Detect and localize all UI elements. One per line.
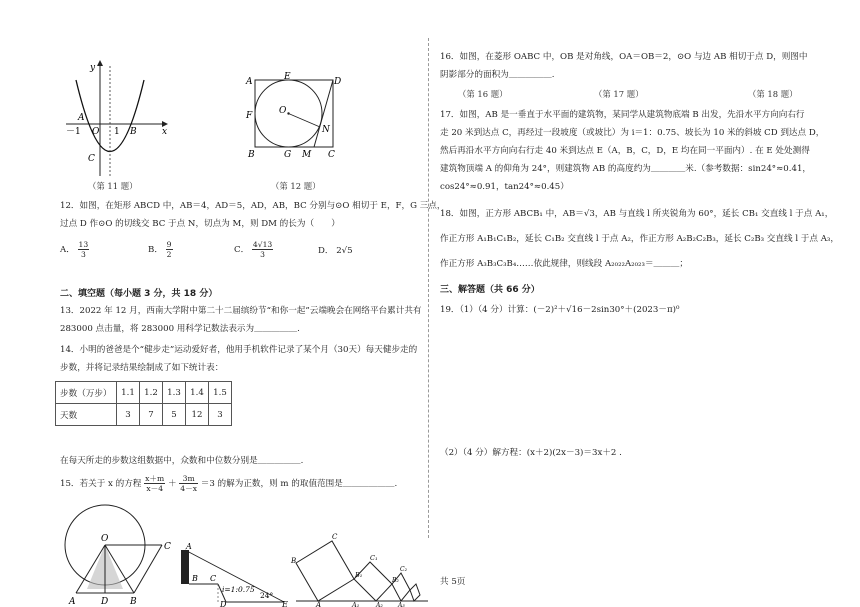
q18-line-2: 作正方形 A₁B₁C₁B₂，延长 C₁B₂ 交直线 l 于点 A₂，作正方形 A₂B₂C₂B₃，延长 C₂B₃ 交直线 l 于点 A₃，	[440, 234, 839, 244]
fig11-label-a: A	[78, 113, 85, 123]
fig17-label-angle: 24°	[260, 591, 274, 600]
q17-line-3: 然后再沿水平方向向右行走 40 米到达点 E（A，B，C，D，E 均在同一平面内）. 在 E 处处测得	[440, 146, 810, 156]
section-3-heading: 三、解答题（共 66 分）	[440, 285, 540, 295]
fig12-label-c: C	[328, 150, 335, 160]
q14-table-header-steps: 步数（万步）	[56, 382, 117, 404]
fig12-label-m: M	[302, 150, 312, 160]
q17-line-1: 17．如图，AB 是一垂直于水平面的建筑物，某同学从建筑物底端 B 出发，先沿水平方向向右行	[440, 110, 805, 120]
q14-table-cell: 1.2	[140, 382, 163, 404]
q12-option-c-den: 3	[260, 250, 265, 259]
q12-option-b-num: 9	[166, 240, 172, 249]
q18-line-3: 作正方形 A₃B₃C₃B₄……依此规律，则线段 A₂₀₂₂A₂₀₂₃＝＿＿＿；	[440, 259, 688, 269]
q14-table-cell: 1.4	[186, 382, 209, 404]
figure-17-building-slope	[176, 540, 296, 607]
fig18-label-b1: B₁	[355, 571, 363, 579]
fig12-label-e: E	[284, 72, 291, 82]
q17-line-2: 走 20 米到达点 C，再经过一段坡度（或坡比）为 i＝1：0.75、坡长为 10 米的斜坡 CD 到达点 D，	[440, 128, 825, 138]
q12-option-d	[318, 244, 353, 256]
fig18-label-a2: A₂	[376, 602, 383, 607]
q16-line-2: 阴影部分的面积为＿＿＿＿＿.	[440, 70, 555, 80]
q12-option-d-value: 2√5	[336, 246, 353, 256]
q15-fraction-1-den: x－4	[146, 484, 164, 493]
fig17-label-c: C	[210, 574, 217, 583]
q15-prefix: 15．若关于 x 的方程	[60, 479, 142, 489]
fig11-label-neg-one: －1	[66, 127, 81, 137]
figure-12-rectangle-circle	[242, 72, 342, 162]
fig17-label-a: A	[186, 542, 192, 551]
q12-option-a-den: 3	[80, 250, 86, 259]
fig18-label-c1: C₁	[370, 554, 378, 562]
fig11-label-y: y	[90, 63, 96, 73]
fig12-label-d: D	[334, 77, 342, 87]
q12-option-c-label: C．	[234, 245, 250, 255]
fig18-label-b: B	[291, 557, 297, 565]
fig12-label-f: F	[246, 111, 253, 121]
q19-part-1: 19．（1）（4 分）计算：(－2)²＋√16－2sin30°＋(2023－π)⁰	[440, 305, 680, 315]
fig11-label-b: B	[130, 127, 137, 137]
fig18-label-b2: B₂	[392, 577, 399, 584]
q14-table-row-steps	[56, 382, 232, 404]
fig12-label-g: G	[284, 150, 292, 160]
q17-line-4: 建筑物顶端 A 的仰角为 24°，则建筑物 AB 的高度约为＿＿＿＿米.（参考数据：sin24°≈0.41，	[440, 164, 812, 174]
q12-option-b	[148, 240, 173, 259]
q15-fraction-2-den: 4－x	[180, 484, 198, 493]
fig17-label-d: D	[220, 600, 227, 607]
caption-q18: （第 18 题）	[748, 89, 798, 99]
q14-line-1: 14．小明的爸爸是个“健步走”运动爱好者，他用手机软件记录了某个月（30天）每天健步走的	[60, 345, 418, 355]
q15-fraction-2-num: 3m	[179, 474, 198, 484]
q16-line-1: 16．如图，在菱形 OABC 中，OB 是对角线，OA＝OB＝2，⊙O 与边 AB 相切于点 D，则图中	[440, 52, 808, 62]
section-2-heading: 二、填空题（每小题 3 分，共 18 分）	[60, 289, 218, 299]
fig12-rectangle	[255, 80, 333, 147]
fig16-bc	[134, 545, 162, 593]
fig18-label-c: C	[332, 533, 338, 541]
fig11-label-x: x	[162, 127, 168, 137]
q14-table-cell: 12	[186, 404, 209, 426]
caption-q11: （第 11 题）	[88, 181, 138, 191]
q14-table-header-days: 天数	[56, 404, 117, 426]
q12-option-a	[60, 240, 89, 259]
fig18-square-0	[296, 541, 354, 601]
fig16-label-o: O	[101, 534, 109, 544]
fig12-label-n: N	[322, 125, 330, 135]
caption-q16: （第 16 题）	[458, 89, 508, 99]
fig17-label-b: B	[192, 574, 198, 583]
fig12-label-o: O	[279, 106, 287, 116]
fig12-label-b: B	[248, 150, 255, 160]
fig11-label-o: O	[92, 127, 100, 137]
fig16-label-a: A	[69, 597, 76, 607]
q12-option-c-fraction	[252, 240, 273, 259]
q14-table-row-days	[56, 404, 232, 426]
q15-question	[60, 474, 397, 494]
fig18-square-1	[354, 562, 392, 601]
caption-q12: （第 12 题）	[271, 181, 321, 191]
q12-option-a-fraction	[78, 240, 90, 259]
fig11-y-arrow	[97, 60, 103, 66]
q14-table-cell: 1.1	[117, 382, 140, 404]
q12-option-c	[234, 240, 273, 259]
fig18-label-a1: A₁	[352, 601, 360, 607]
fig17-label-slope: i=1:0.75	[222, 585, 255, 594]
q15-suffix: ＝3 的解为正数，则 m 的取值范围是＿＿＿＿＿＿.	[200, 479, 398, 489]
figure-11-parabola	[62, 58, 172, 178]
fig11-label-c: C	[88, 154, 95, 164]
fig16-label-b: B	[130, 597, 137, 607]
q12-option-b-den: 2	[166, 250, 172, 259]
fig18-square-3	[410, 584, 420, 601]
q18-line-1: 18．如图，正方形 ABCB₁ 中，AB＝√3，AB 与直线 l 所夹锐角为 60°，延长 CB₁ 交直线 l 于点 A₁，	[440, 209, 834, 219]
q14-line-2: 步数，并将记录结果绘制成了如下统计表：	[60, 363, 224, 373]
fig18-label-a3: A₃	[398, 602, 405, 607]
q15-plus: ＋	[167, 479, 177, 489]
q14-table-cell: 1.3	[163, 382, 186, 404]
q12-option-b-label: B．	[148, 245, 163, 255]
q14-table-cell: 5	[163, 404, 186, 426]
q14-table-cell: 1.5	[209, 382, 232, 404]
fig12-radius-om	[289, 114, 321, 128]
q15-fraction-1-num: x＋m	[145, 474, 165, 483]
fig16-label-c: C	[164, 542, 171, 552]
fig12-center-dot	[287, 112, 289, 114]
q13-line-1: 13．2022 年 12 月，西南大学附中第二十二届缤纷节“和你一起”云端晚会在网络平台累计共有	[60, 306, 422, 316]
fig17-label-e: E	[282, 600, 288, 607]
fig12-label-a: A	[246, 77, 253, 87]
q12-option-b-fraction	[166, 240, 173, 259]
fig18-label-a: A	[316, 601, 322, 607]
fig18-label-c2: C₂	[400, 566, 407, 573]
q15-fraction-1	[144, 474, 165, 493]
q12-text-line-1: 12．如图，在矩形 ABCD 中，AB＝4，AD＝5，AD，AB，BC 分别与⊙O 相切于 E，F，G 三点，	[60, 201, 446, 211]
q13-line-2: 283000 点击量，将 283000 用科学记数法表示为＿＿＿＿＿.	[60, 324, 300, 334]
caption-q17: （第 17 题）	[594, 89, 644, 99]
q12-option-d-label: D．	[318, 246, 334, 256]
page-footer: 共 5页	[440, 577, 466, 587]
figure-18-squares	[292, 527, 432, 607]
fig12-tangent-dn	[314, 80, 333, 147]
figure-16-rhombus-circle	[58, 507, 178, 607]
q14-table-cell: 3	[117, 404, 140, 426]
q14-question: 在每天所走的步数这组数据中，众数和中位数分别是＿＿＿＿＿.	[60, 456, 304, 466]
q12-option-c-num: 4√13	[252, 240, 273, 249]
q12-text-line-2: 过点 D 作⊙O 的切线交 BC 于点 N，切点为 M，则 DM 的长为（ ）	[60, 219, 340, 229]
q19-part-2: （2）（4 分）解方程：(x＋2)(2x－3)＝3x＋2 .	[440, 448, 622, 458]
fig11-label-one: 1	[114, 127, 120, 137]
q12-option-a-label: A．	[60, 245, 75, 255]
q14-table-cell: 3	[209, 404, 232, 426]
q17-line-5: cos24°≈0.91，tan24°≈0.45）	[440, 182, 569, 192]
fig16-label-d: D	[101, 597, 109, 607]
q14-statistics-table	[55, 381, 232, 426]
q15-fraction-2	[179, 474, 198, 493]
q12-option-a-num: 13	[78, 240, 89, 249]
column-divider	[428, 38, 429, 538]
fig17-building	[181, 550, 189, 584]
q14-table-cell: 7	[140, 404, 163, 426]
